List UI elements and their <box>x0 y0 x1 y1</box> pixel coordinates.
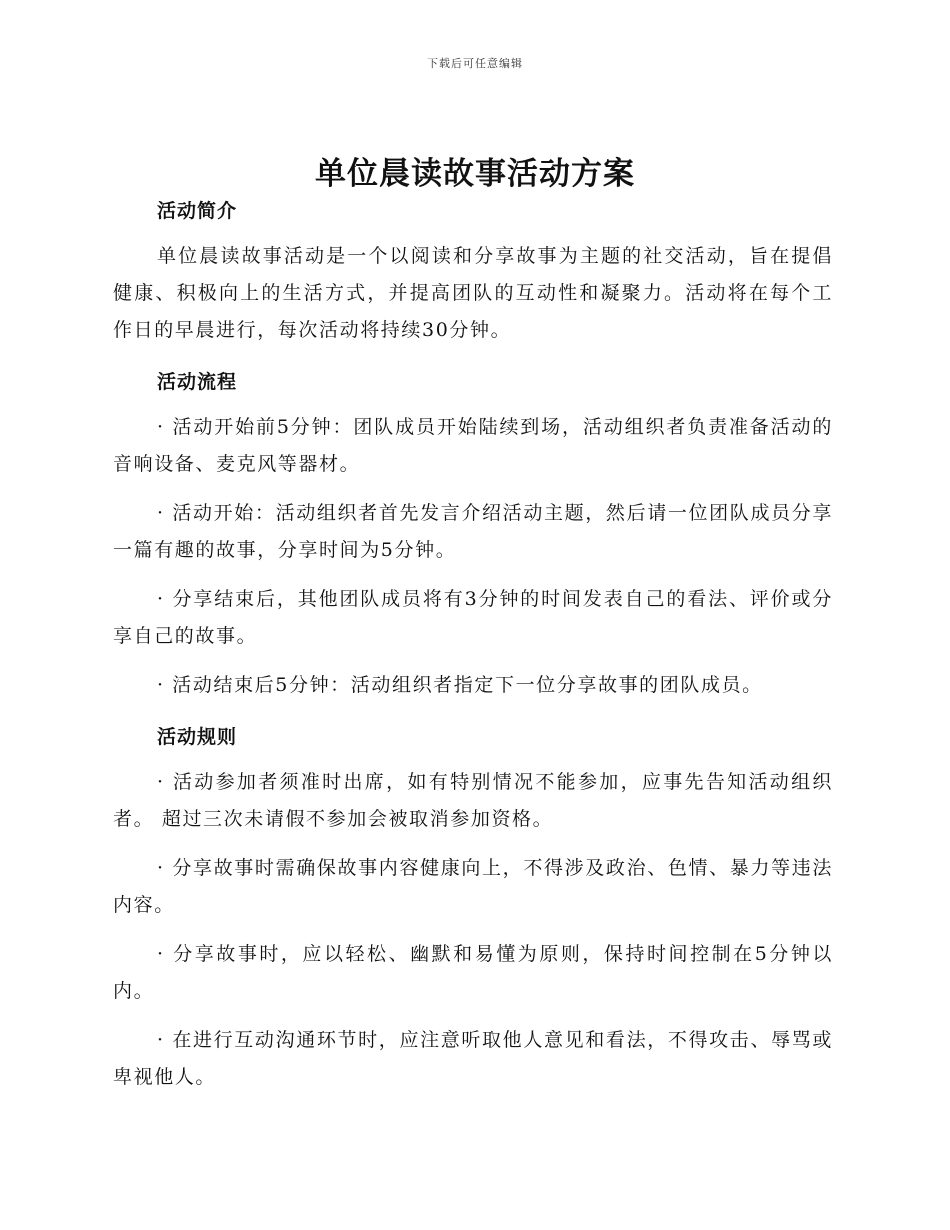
header-note: 下载后可任意编辑 <box>427 57 523 70</box>
paragraph-rules-3: · 分享故事时，应以轻松、幽默和易懂为原则，保持时间控制在5分钟以内。 <box>113 943 833 1002</box>
document-title: 单位晨读故事活动方案 <box>315 156 635 192</box>
paragraph-rules-4: · 在进行互动沟通环节时，应注意听取他人意见和看法，不得攻击、辱骂或卑视他人。 <box>113 1029 833 1088</box>
document-body <box>113 196 833 1096</box>
section-heading-rules: 活动规则 <box>157 726 238 748</box>
paragraph-rules-1: · 活动参加者须准时出席，如有特别情况不能参加，应事先告知活动组织者。 超过三次未请假不参加会被取消参加资格。 <box>113 771 833 830</box>
section-heading-intro: 活动简介 <box>157 200 238 222</box>
paragraph-process-3: · 分享结束后，其他团队成员将有3分钟的时间发表自己的看法、评价或分享自己的故事。 <box>113 588 833 647</box>
paragraph-rules-2: · 分享故事时需确保故事内容健康向上，不得涉及政治、色情、暴力等违法内容。 <box>113 857 833 916</box>
paragraph-process-1: · 活动开始前5分钟：团队成员开始陆续到场，活动组织者负责准备活动的音响设备、麦克风等器材。 <box>113 416 833 475</box>
paragraph-process-2: · 活动开始：活动组织者首先发言介绍活动主题，然后请一位团队成员分享一篇有趣的故事，分享时间为5分钟。 <box>113 502 833 561</box>
paragraph-intro: 单位晨读故事活动是一个以阅读和分享故事为主题的社交活动，旨在提倡健康、积极向上的生活方式，并提高团队的互动性和凝聚力。活动将在每个工作日的早晨进行，每次活动将持续30分钟。 <box>113 245 833 341</box>
section-heading-process: 活动流程 <box>157 371 238 393</box>
paragraph-process-4: · 活动结束后5分钟：活动组织者指定下一位分享故事的团队成员。 <box>157 674 763 696</box>
